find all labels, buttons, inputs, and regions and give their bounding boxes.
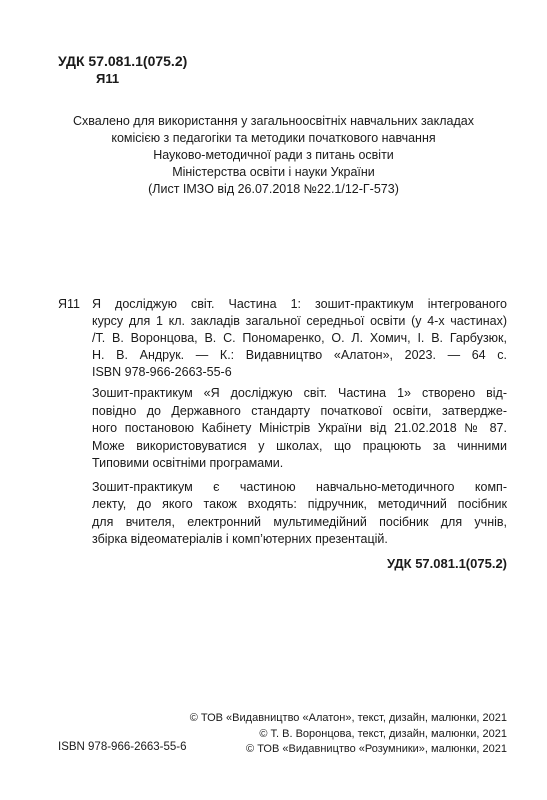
approval-line: комісією з педагогіки та методики початкового навчання	[111, 131, 436, 145]
annotation-line: ного постановою Кабінету Міністрів України від 21.02.2018 № 87.	[92, 421, 507, 435]
annotation-line: збірка відеоматеріалів і комп’ютерних презентацій.	[92, 532, 388, 546]
author-sign-bib: Я11	[58, 297, 81, 311]
annotation-line: Зошит-практикум є частиною навчально-методичного комп-	[92, 479, 507, 494]
bib-line: курсу для 1 кл. закладів загальної середньої освіти (у 4-х частинах)	[92, 314, 507, 328]
bib-line: Н. В. Андрук. — К.: Видавництво «Алатон», 2023. — 64 с.	[92, 348, 507, 362]
annotation-line: Зошит-практикум «Я досліджую світ. Частина 1» створено від-	[92, 386, 507, 400]
annotation-line: повідно до Державного стандарту початкової освіти, затверджe-	[92, 403, 507, 418]
isbn-bottom: ISBN 978-966-2663-55-6	[58, 741, 187, 753]
annotation-line: Типовими освітніми програмами.	[92, 456, 284, 470]
approval-statement	[40, 113, 507, 198]
copyright-line: © ТОВ «Видавництво «Розумники», малюнки, 2021	[246, 743, 507, 755]
bib-isbn: ISBN 978-966-2663-55-6	[92, 365, 232, 379]
author-sign-top: Я11	[96, 71, 120, 86]
copyright-line: © ТОВ «Видавництво «Алатон», текст, дизайн, малюнки, 2021	[189, 712, 507, 724]
approval-line: Схвалено для використання у загальноосвітніх навчальних закладах	[73, 114, 474, 128]
annotation	[92, 385, 507, 549]
annotation-line: лекту, до якого також входять: підручник, методичний посібник	[92, 497, 507, 511]
annotation-line: Може використовуватися у школах, що працюють за чинними	[92, 438, 507, 453]
copyright-block	[190, 711, 507, 758]
approval-line: Міністерства освіти і науки України	[172, 165, 375, 179]
bib-line: /Т. В. Воронцова, В. С. Пономаренко, О. Л. Хомич, І. В. Гарбузюк,	[92, 331, 507, 345]
annotation-line: для вчителя, електронний мультимедійний посібник для учнів,	[92, 514, 507, 529]
bibliographic-record	[92, 296, 507, 381]
approval-line: Науково-методичної ради з питань освіти	[153, 148, 394, 162]
copyright-line: © Т. В. Воронцова, текст, дизайн, малюнки, 2021	[259, 727, 507, 740]
bib-line: Я досліджую світ. Частина 1: зошит-практикум інтегрованого	[92, 297, 507, 311]
udk-code-top: УДК 57.081.1(075.2)	[58, 53, 188, 69]
approval-line: (Лист ІМЗО від 26.07.2018 №22.1/12-Г-573)	[148, 182, 399, 196]
udk-code-bottom: УДК 57.081.1(075.2)	[386, 556, 507, 571]
